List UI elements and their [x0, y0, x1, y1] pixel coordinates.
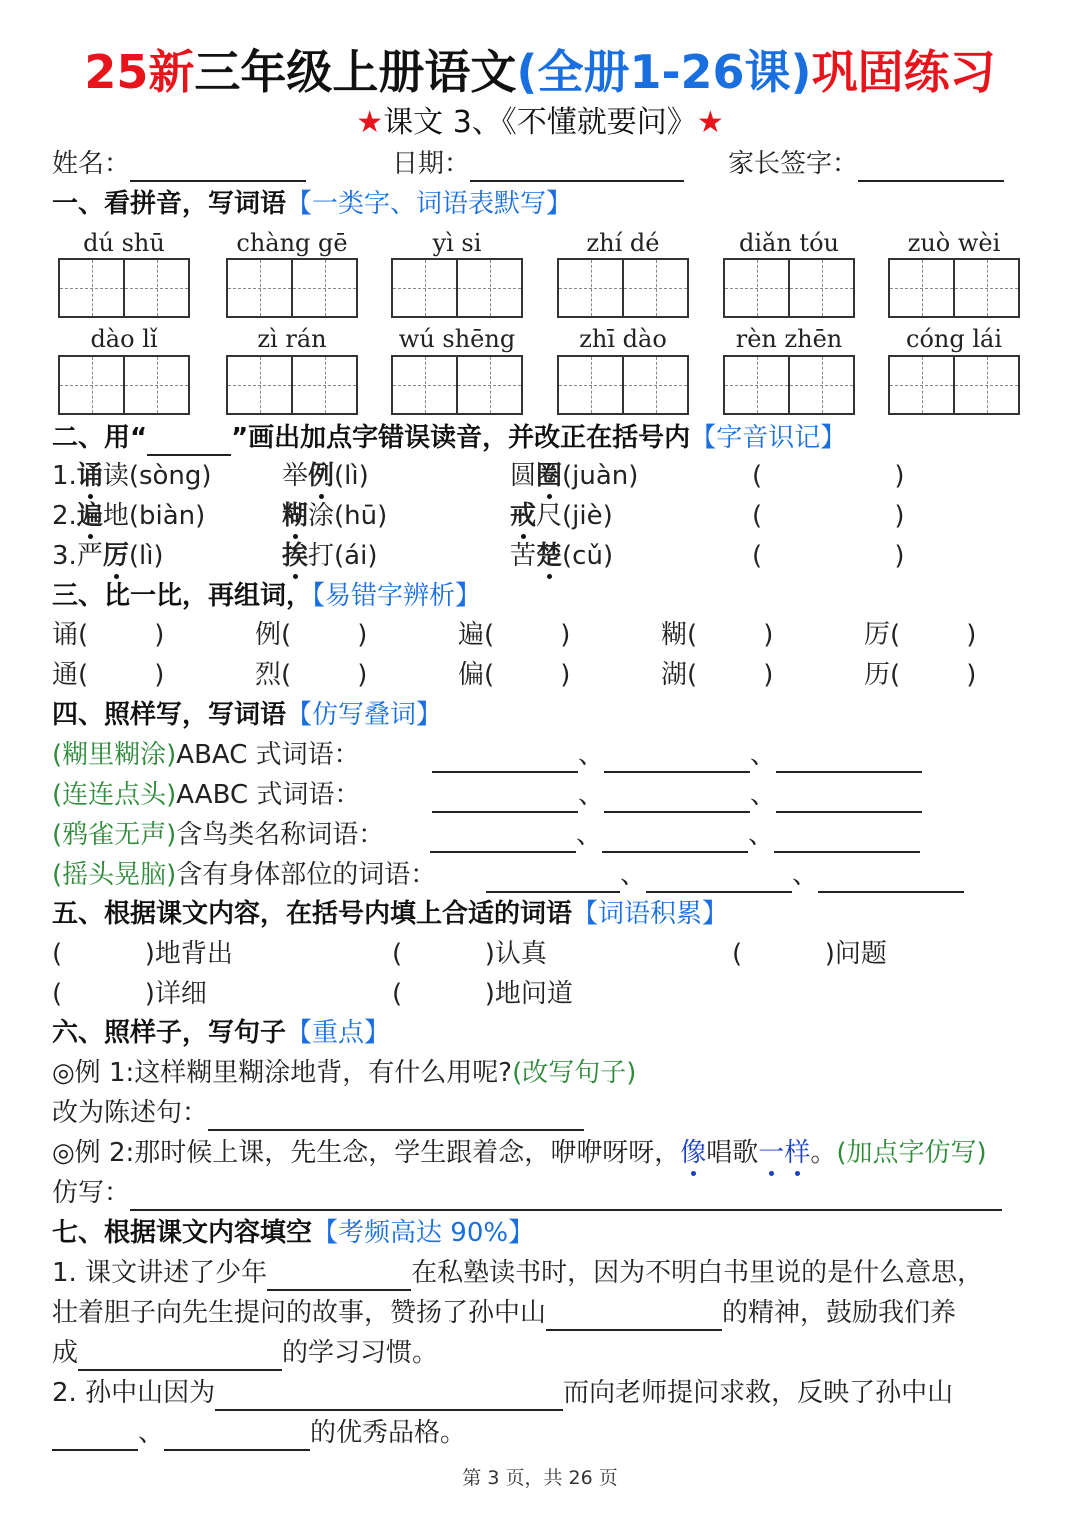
section-7-tag: 【考频高达 90%】 — [312, 1218, 535, 1248]
question-2-line2[interactable]: 、 的优秀品格。 — [52, 1415, 466, 1451]
page-title — [0, 42, 1080, 102]
lesson-subtitle — [0, 103, 1080, 143]
fill-word-item[interactable]: ( )详细 — [52, 979, 207, 1009]
compare-item[interactable]: 遍( ) — [458, 620, 571, 650]
writing-grid[interactable] — [888, 258, 1020, 318]
dotted-char: 厉 — [103, 538, 129, 574]
section-2-title-a: 二、用“ — [52, 423, 148, 453]
compare-item[interactable]: 历( ) — [864, 660, 977, 690]
pronunciation-item: 3.严厉(lì) — [52, 538, 164, 574]
pinyin-label: diǎn tóu — [739, 229, 839, 257]
fill-word-item[interactable]: ( )认真 — [392, 939, 547, 969]
dotted-char: 像 — [680, 1135, 706, 1171]
declarative-answer[interactable]: 改为陈述句： — [52, 1095, 584, 1131]
fill-word-item[interactable]: ( )地问道 — [392, 979, 573, 1009]
pinyin-label: chàng gē — [236, 229, 348, 257]
compare-item[interactable]: 例( ) — [255, 620, 368, 650]
parent-sign-field[interactable] — [728, 146, 1004, 182]
pinyin-label: wú shēng — [398, 325, 516, 353]
writing-grid[interactable] — [226, 355, 358, 415]
writing-grid[interactable] — [888, 355, 1020, 415]
section-7-heading — [52, 1215, 534, 1251]
pinyin-label: yì si — [432, 229, 482, 257]
pronunciation-item: 2.遍地(biàn) — [52, 498, 205, 534]
word-pattern-blanks[interactable]: 、 、 — [432, 737, 922, 773]
writing-grid[interactable] — [557, 258, 689, 318]
pinyin-label: zì rán — [257, 325, 327, 353]
star-icon: ★ — [696, 105, 724, 140]
pronunciation-item: 苦楚(cǔ) — [510, 538, 613, 574]
title-part3: (全册1-26课) — [516, 45, 812, 99]
word-pattern-blanks[interactable]: 、 、 — [430, 817, 920, 853]
parent-sign-label: 家长签字： — [728, 149, 859, 179]
word-pattern-prompt: (连连点头)AABC 式词语： — [52, 780, 361, 810]
section-4-tag: 【仿写叠词】 — [286, 700, 443, 730]
pinyin-label: zuò wèi — [907, 229, 1001, 257]
section-1-tag: 【一类字、词语表默写】 — [286, 189, 573, 219]
question-2-line1[interactable]: 2. 孙中山因为 而向老师提问求救，反映了孙中山 — [52, 1375, 953, 1411]
dotted-char: 一 — [758, 1135, 784, 1171]
section-1-heading — [52, 186, 572, 222]
example-1: ◎例 1:这样糊里糊涂地背，有什么用呢?(改写句子) — [52, 1058, 637, 1088]
writing-grid[interactable] — [557, 355, 689, 415]
pronunciation-item: 挨打(ái) — [282, 538, 377, 574]
answer-paren[interactable]: ( ) — [752, 461, 905, 491]
fill-word-item[interactable]: ( )地背出 — [52, 939, 233, 969]
dotted-char: 样 — [784, 1135, 810, 1171]
section-5-tag: 【词语积累】 — [572, 899, 729, 929]
dotted-char: 挨 — [282, 538, 308, 574]
compare-item[interactable]: 糊( ) — [661, 620, 774, 650]
compare-item[interactable]: 烈( ) — [255, 660, 368, 690]
pinyin-label: zhī dào — [579, 325, 667, 353]
question-1-line3[interactable]: 成 的学习习惯。 — [52, 1335, 438, 1371]
example-2: ◎例 2:那时候上课，先生念，学生跟着念，咿咿呀呀，像唱歌一样。(加点字仿写) — [52, 1135, 987, 1171]
title-part1: 25新 — [84, 45, 195, 99]
dotted-char: 圈 — [536, 458, 562, 494]
title-part4: 巩固练习 — [811, 45, 996, 99]
section-4-title: 四、照样写，写词语 — [52, 700, 287, 730]
title-part2: 三年级上册语文 — [194, 45, 517, 99]
section-3-title: 三、比一比，再组词， — [52, 581, 313, 611]
section-2-heading — [52, 420, 846, 456]
writing-grid[interactable] — [723, 355, 855, 415]
section-6-heading — [52, 1015, 390, 1051]
section-3-heading — [52, 578, 481, 614]
question-1-line1[interactable]: 1. 课文讲述了少年 在私塾读书时，因为不明白书里说的是什么意思， — [52, 1255, 983, 1291]
parent-sign-blank[interactable] — [858, 152, 1004, 182]
pronunciation-item: 戒尺(jiè) — [510, 498, 613, 534]
name-field[interactable] — [52, 146, 306, 182]
word-pattern-prompt: (糊里糊涂)ABAC 式词语： — [52, 740, 360, 770]
section-2-title-b: ”画出加点字错误读音，并改正在括号内 — [231, 423, 691, 453]
question-1-line2[interactable]: 壮着胆子向先生提问的故事，赞扬了孙中山 的精神，鼓励我们养 — [52, 1295, 956, 1331]
pronunciation-item: 举例(lì) — [282, 458, 369, 494]
name-label: 姓名： — [52, 149, 131, 179]
compare-item[interactable]: 诵( ) — [52, 620, 165, 650]
dotted-char: 遍 — [77, 498, 103, 534]
section-3-tag: 【易错字辨析】 — [312, 581, 482, 611]
pinyin-label: cóng lái — [906, 325, 1002, 353]
writing-grid[interactable] — [391, 355, 523, 415]
word-pattern-prompt: (摇头晃脑)含有身体部位的词语： — [52, 860, 437, 890]
pinyin-label: dú shū — [83, 229, 165, 257]
word-pattern-prompt: (鸦雀无声)含鸟类名称词语： — [52, 820, 385, 850]
page-number: 第 3 页，共 26 页 — [462, 1467, 618, 1489]
writing-grid[interactable] — [58, 355, 190, 415]
section-5-title: 五、根据课文内容，在括号内填上合适的词语 — [52, 899, 573, 929]
section-6-title: 六、照样子，写句子 — [52, 1018, 287, 1048]
answer-paren[interactable]: ( ) — [752, 541, 905, 571]
dotted-char: 例 — [308, 458, 334, 494]
writing-grid[interactable] — [391, 258, 523, 318]
pronunciation-item: 圆圈(juàn) — [510, 458, 638, 494]
pinyin-label: rèn zhēn — [735, 325, 843, 353]
pinyin-label: dào lǐ — [90, 325, 158, 353]
compare-item[interactable]: 厉( ) — [864, 620, 977, 650]
name-blank[interactable] — [130, 152, 306, 182]
section-5-heading — [52, 896, 728, 932]
answer-paren[interactable]: ( ) — [752, 501, 905, 531]
dotted-char: 诵 — [77, 458, 103, 494]
word-pattern-blanks[interactable]: 、 、 — [486, 857, 964, 893]
pronunciation-item: 1.诵读(sòng) — [52, 458, 212, 494]
star-icon: ★ — [356, 105, 384, 140]
section-6-tag: 【重点】 — [286, 1018, 391, 1048]
compare-item[interactable]: 通( ) — [52, 660, 165, 690]
underline-sample — [147, 430, 231, 456]
section-2-tag: 【字音识记】 — [690, 423, 847, 453]
fill-word-item[interactable]: ( )问题 — [732, 939, 887, 969]
pinyin-label: zhí dé — [586, 229, 660, 257]
compare-item[interactable]: 湖( ) — [661, 660, 774, 690]
date-label: 日期： — [392, 149, 471, 179]
section-1-title: 一、看拼音，写词语 — [52, 189, 287, 219]
section-4-heading — [52, 697, 442, 733]
word-pattern-blanks[interactable]: 、 、 — [432, 777, 922, 813]
writing-grid[interactable] — [226, 258, 358, 318]
date-blank[interactable] — [470, 152, 684, 182]
writing-grid[interactable] — [58, 258, 190, 318]
date-field[interactable] — [392, 146, 684, 182]
dotted-char: 戒 — [510, 498, 536, 534]
lesson-title: 课文 3、《不懂就要问》 — [383, 105, 697, 140]
dotted-char: 糊 — [282, 498, 308, 534]
imitate-answer[interactable]: 仿写： — [52, 1175, 1002, 1211]
dotted-char: 楚 — [536, 538, 562, 574]
writing-grid[interactable] — [723, 258, 855, 318]
compare-item[interactable]: 偏( ) — [458, 660, 571, 690]
pronunciation-item: 糊涂(hū) — [282, 498, 387, 534]
section-7-title: 七、根据课文内容填空 — [52, 1218, 313, 1248]
